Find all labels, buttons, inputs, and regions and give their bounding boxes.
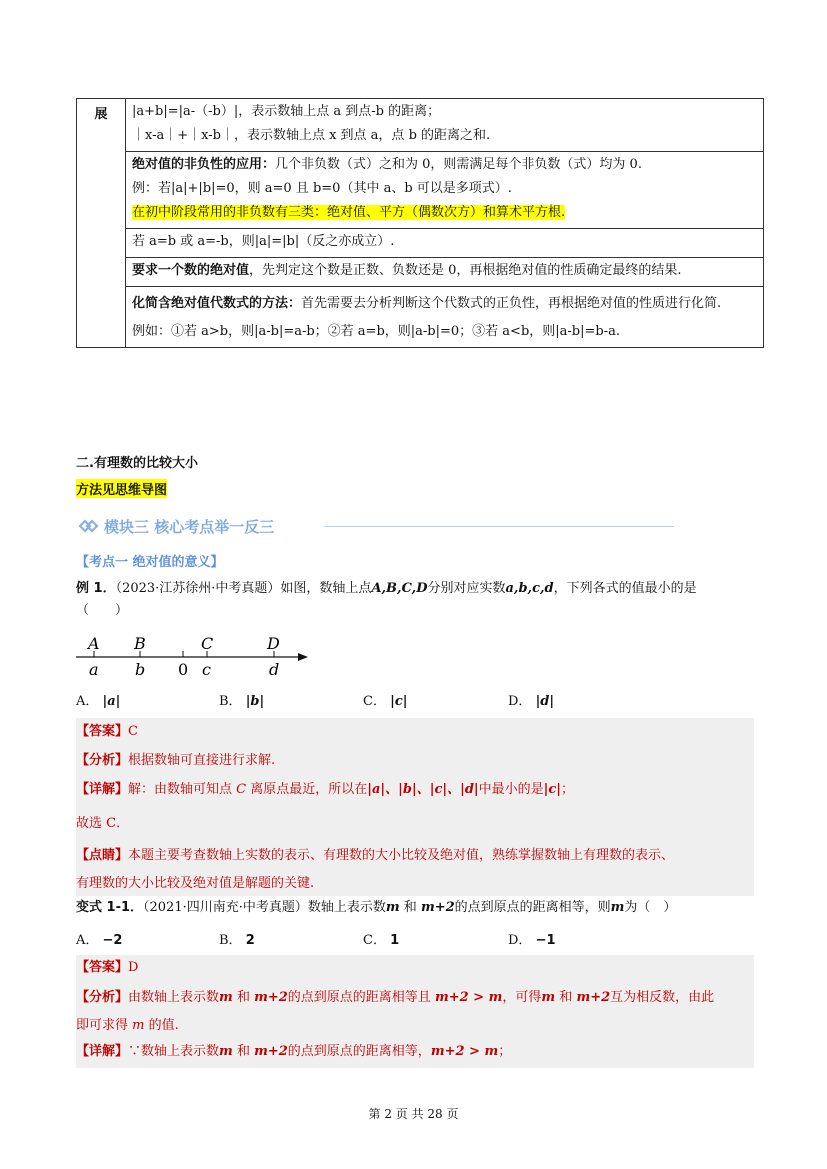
section-2-title: 二.有理数的比较大小 [76,456,198,471]
variant-option-c: C． 1 [363,933,400,948]
example-1-points: A,B,C,D [371,581,428,596]
find-abs-text: ，先判定这个数是正数、负数还是 0，再根据绝对值的性质确定最终的结果. [249,263,682,278]
solution-1-detail: 【详解】解：由数轴可知点 C 离原点最近，所以在|a|、|b|、|c|、|d|中最小的是|c|； [76,782,575,797]
example-1-label: 例 1． [76,581,116,596]
table-row-simplify [126,287,764,348]
point-C-label: C [201,634,214,653]
method-note: 方法见思维导图 [76,479,167,498]
distance-line-1: |a+b|=|a-（-b）|，表示数轴上点 a 到点-b 的距离； [132,104,441,119]
table-row-find-abs [126,258,764,287]
solution-1-choose: 故选 C． [76,816,130,831]
page-footer: 第 2 页 共 28 页 [368,1107,459,1121]
var-c-label: c [202,660,211,679]
nonneg-example: 例：若|a|+|b|=0，则 a=0 且 b=0（其中 a、b 可以是多项式）. [132,181,512,196]
nonneg-text: 几个非负数（式）之和为 0，则需满足每个非负数（式）均为 0. [275,157,642,172]
nonneg-highlight: 在初中阶段常用的非负数有三类：绝对值、平方（偶数次方）和算术平方根. [132,205,566,220]
number-line-figure [76,632,316,682]
option-a: A． |a| [76,694,121,709]
var-b-label: b [135,660,146,679]
example-1-tail: ，下列各式的值最小的是 [553,581,697,596]
option-d-value: |d| [535,694,555,709]
point-1-title: 【考点一 绝对值的意义】 [76,555,224,570]
option-b-value: |b| [245,694,265,709]
knowledge-table [76,98,764,348]
simplify-heading: 化简含绝对值代数式的方法： [132,296,302,311]
solution-2-analysis: 【分析】由数轴上表示数m 和 m+2的点到原点的距离相等且 m+2 > m，可得m 和 m+2互为相反数，由此 即可求得 m 的值. [76,990,715,1033]
module-title: 模块三 核心考点举一反三 [104,518,275,536]
table-side-label: 展 [77,99,126,348]
table-row-equal-abs [126,229,764,258]
variant-1-1-stem: 变式 1-1．（2021·四川南充·中考真题）数轴上表示数m 和 m+2的点到原点的距离相等，则m为（ ） [76,900,677,915]
solution-2-answer: 【答案】D [76,960,139,975]
point-B-label: B [134,634,146,653]
solution-1-analysis: 【分析】根据数轴可直接进行求解. [76,753,276,768]
option-b: B． |b| [219,694,265,709]
solution-2-detail: 【详解】∵数轴上表示数m 和 m+2的点到原点的距离相等，m+2 > m； [76,1044,512,1059]
table-row-nonnegative [126,152,764,229]
example-1-paren: （ ） [76,603,129,618]
solution-1-comment: 【点睛】本题主要考查数轴上实数的表示、有理数的大小比较及绝对值，熟练掌握数轴上有理数的表示、 有理数的大小比较及绝对值是解题的关键. [76,848,675,891]
option-a-value: |a| [102,694,121,709]
simplify-example: 例如：①若 a>b，则|a-b|=a-b；②若 a=b，则|a-b|=0；③若 a<b，则|a-b|=b-a. [132,324,620,339]
example-1-vars: a,b,c,d [505,581,554,596]
variant-option-d: D． −1 [508,933,556,948]
point-D-label: D [267,634,280,653]
module-rule [324,526,674,527]
var-a-label: a [89,660,99,679]
double-chevron-icon [78,518,100,534]
example-1-stem [76,578,766,622]
option-c: C． |c| [363,694,408,709]
number-line-arrow [298,653,308,661]
var-d-label: d [269,660,280,679]
nonneg-heading: 绝对值的非负性的应用： [132,157,276,172]
example-1-source: （2023·江苏徐州·中考真题）如图，数轴上点 [115,581,372,596]
variant-1-1-label: 变式 1-1． [76,900,144,915]
solution-1-answer: 【答案】C [76,724,138,739]
equal-abs-text: 若 a=b 或 a=-b，则|a|=|b|（反之亦成立）. [132,234,395,249]
variant-option-a: A． −2 [76,933,123,948]
example-1-mid: 分别对应实数 [427,581,506,596]
origin-label: 0 [178,660,189,679]
option-d: D． |d| [508,694,555,709]
find-abs-heading: 要求一个数的绝对值 [132,263,250,278]
variant-option-b: B． 2 [219,933,255,948]
point-A-label: A [88,634,100,653]
option-c-value: |c| [390,694,408,709]
distance-line-2: ｜x-a｜+｜x-b｜，表示数轴上点 x 到点 a，点 b 的距离之和. [132,128,491,143]
simplify-text: 首先需要去分析判断这个代数式的正负性，再根据绝对值的性质进行化简. [301,296,722,311]
table-row-distance [126,99,764,152]
